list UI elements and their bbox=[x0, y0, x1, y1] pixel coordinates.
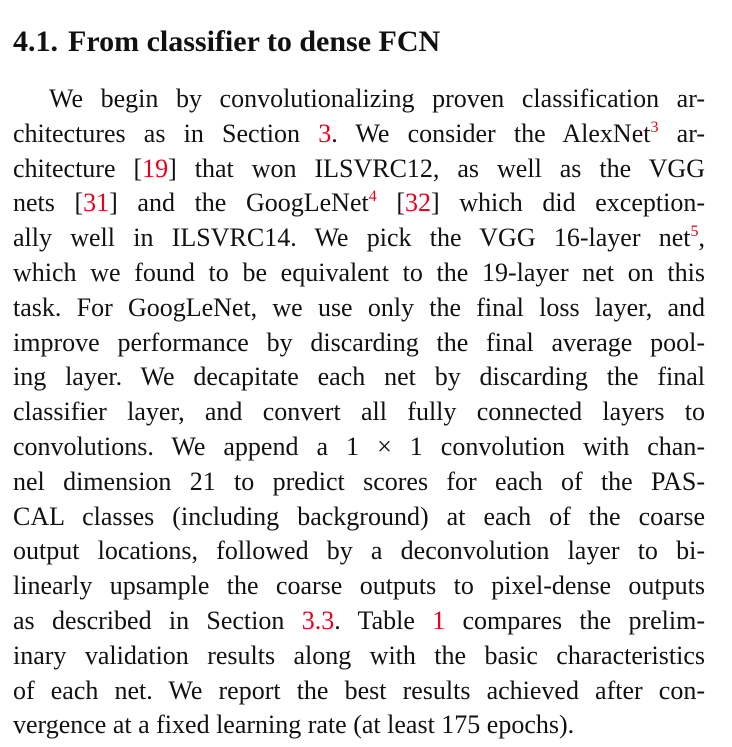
text-run: chitecture [ bbox=[13, 153, 143, 183]
paragraph-line bbox=[13, 674, 705, 708]
text-run: linearly upsample the coarse outputs to pixel-dense outputs bbox=[13, 571, 705, 601]
text-run: We begin by convolutionalizing proven classification ar- bbox=[49, 84, 705, 113]
paragraph-line bbox=[13, 500, 705, 534]
paragraph-line bbox=[13, 221, 705, 255]
text-run: ] and the GoogLeNet bbox=[109, 188, 369, 218]
text-run: ally well in ILSVRC14. We pick the VGG 16-layer net bbox=[13, 223, 691, 253]
text-run: . Table bbox=[334, 606, 433, 635]
paragraph-line bbox=[13, 708, 705, 742]
text-run: vergence at a fixed learning rate (at least 175 epochs). bbox=[13, 710, 575, 740]
text-run: [ bbox=[376, 188, 405, 218]
paragraph-line bbox=[13, 430, 705, 464]
footnote-marker[interactable]: 5 bbox=[690, 223, 699, 241]
paragraph-line bbox=[13, 186, 705, 220]
text-run: compares the prelim- bbox=[445, 606, 705, 635]
text-run: nel dimension 21 to predict scores for each of the PAS- bbox=[13, 466, 705, 496]
paragraph-line bbox=[13, 604, 705, 638]
text-run: nets [ bbox=[13, 188, 84, 218]
paragraph-line bbox=[13, 465, 705, 499]
paragraph-line bbox=[13, 360, 705, 394]
paragraph-line bbox=[13, 152, 705, 186]
text-run: CAL classes (including background) at each of the coarse bbox=[13, 501, 705, 531]
paragraph-line bbox=[13, 326, 705, 360]
text-run: output locations, followed by a deconvolution layer to bi- bbox=[13, 536, 705, 566]
citation-link[interactable]: 1 bbox=[432, 606, 446, 635]
text-run: classifier layer, and convert all fully connected layers to bbox=[13, 397, 705, 427]
text-run: which we found to be equivalent to the 19-layer net on this bbox=[13, 258, 705, 287]
citation-link[interactable]: 19 bbox=[142, 153, 169, 183]
citation-link[interactable]: 3.3 bbox=[301, 606, 335, 635]
citation-link[interactable]: 31 bbox=[83, 188, 110, 218]
text-run: convolutions. We append a 1 × 1 convolution with chan- bbox=[13, 432, 705, 461]
text-run: chitectures as in Section bbox=[13, 118, 319, 148]
citation-link[interactable]: 3 bbox=[318, 118, 332, 148]
text-run: task. For GoogLeNet, we use only the final loss layer, and bbox=[13, 292, 705, 322]
paragraph-line bbox=[13, 395, 705, 429]
text-run: inary validation results along with the basic characteristics bbox=[13, 640, 705, 670]
paragraph-line bbox=[13, 534, 705, 568]
section-heading bbox=[13, 24, 440, 60]
section-title-text: From classifier to dense FCN bbox=[68, 25, 441, 58]
text-run: ar- bbox=[658, 118, 705, 148]
text-run: ] that won ILSVRC12, as well as the VGG bbox=[168, 153, 705, 183]
footnote-marker[interactable]: 3 bbox=[650, 118, 659, 136]
text-run: of each net. We report the best results achieved after con- bbox=[13, 675, 705, 705]
text-run: as described in Section bbox=[13, 606, 302, 635]
footnote-marker[interactable]: 4 bbox=[368, 188, 377, 206]
text-run: . We consider the AlexNet bbox=[331, 118, 651, 148]
paragraph-line bbox=[49, 82, 705, 116]
text-run: ing layer. We decapitate each net by discarding the final bbox=[13, 362, 705, 392]
paragraph-line bbox=[13, 117, 705, 151]
citation-link[interactable]: 32 bbox=[404, 188, 431, 218]
paragraph-line bbox=[13, 256, 705, 290]
text-run: ] which did exception- bbox=[430, 188, 705, 218]
text-run: improve performance by discarding the final average pool- bbox=[13, 327, 705, 357]
section-number: 4.1. bbox=[13, 25, 58, 58]
paragraph-line bbox=[13, 291, 705, 325]
paragraph-line bbox=[13, 569, 705, 603]
text-run: , bbox=[698, 223, 705, 253]
paragraph-line bbox=[13, 639, 705, 673]
